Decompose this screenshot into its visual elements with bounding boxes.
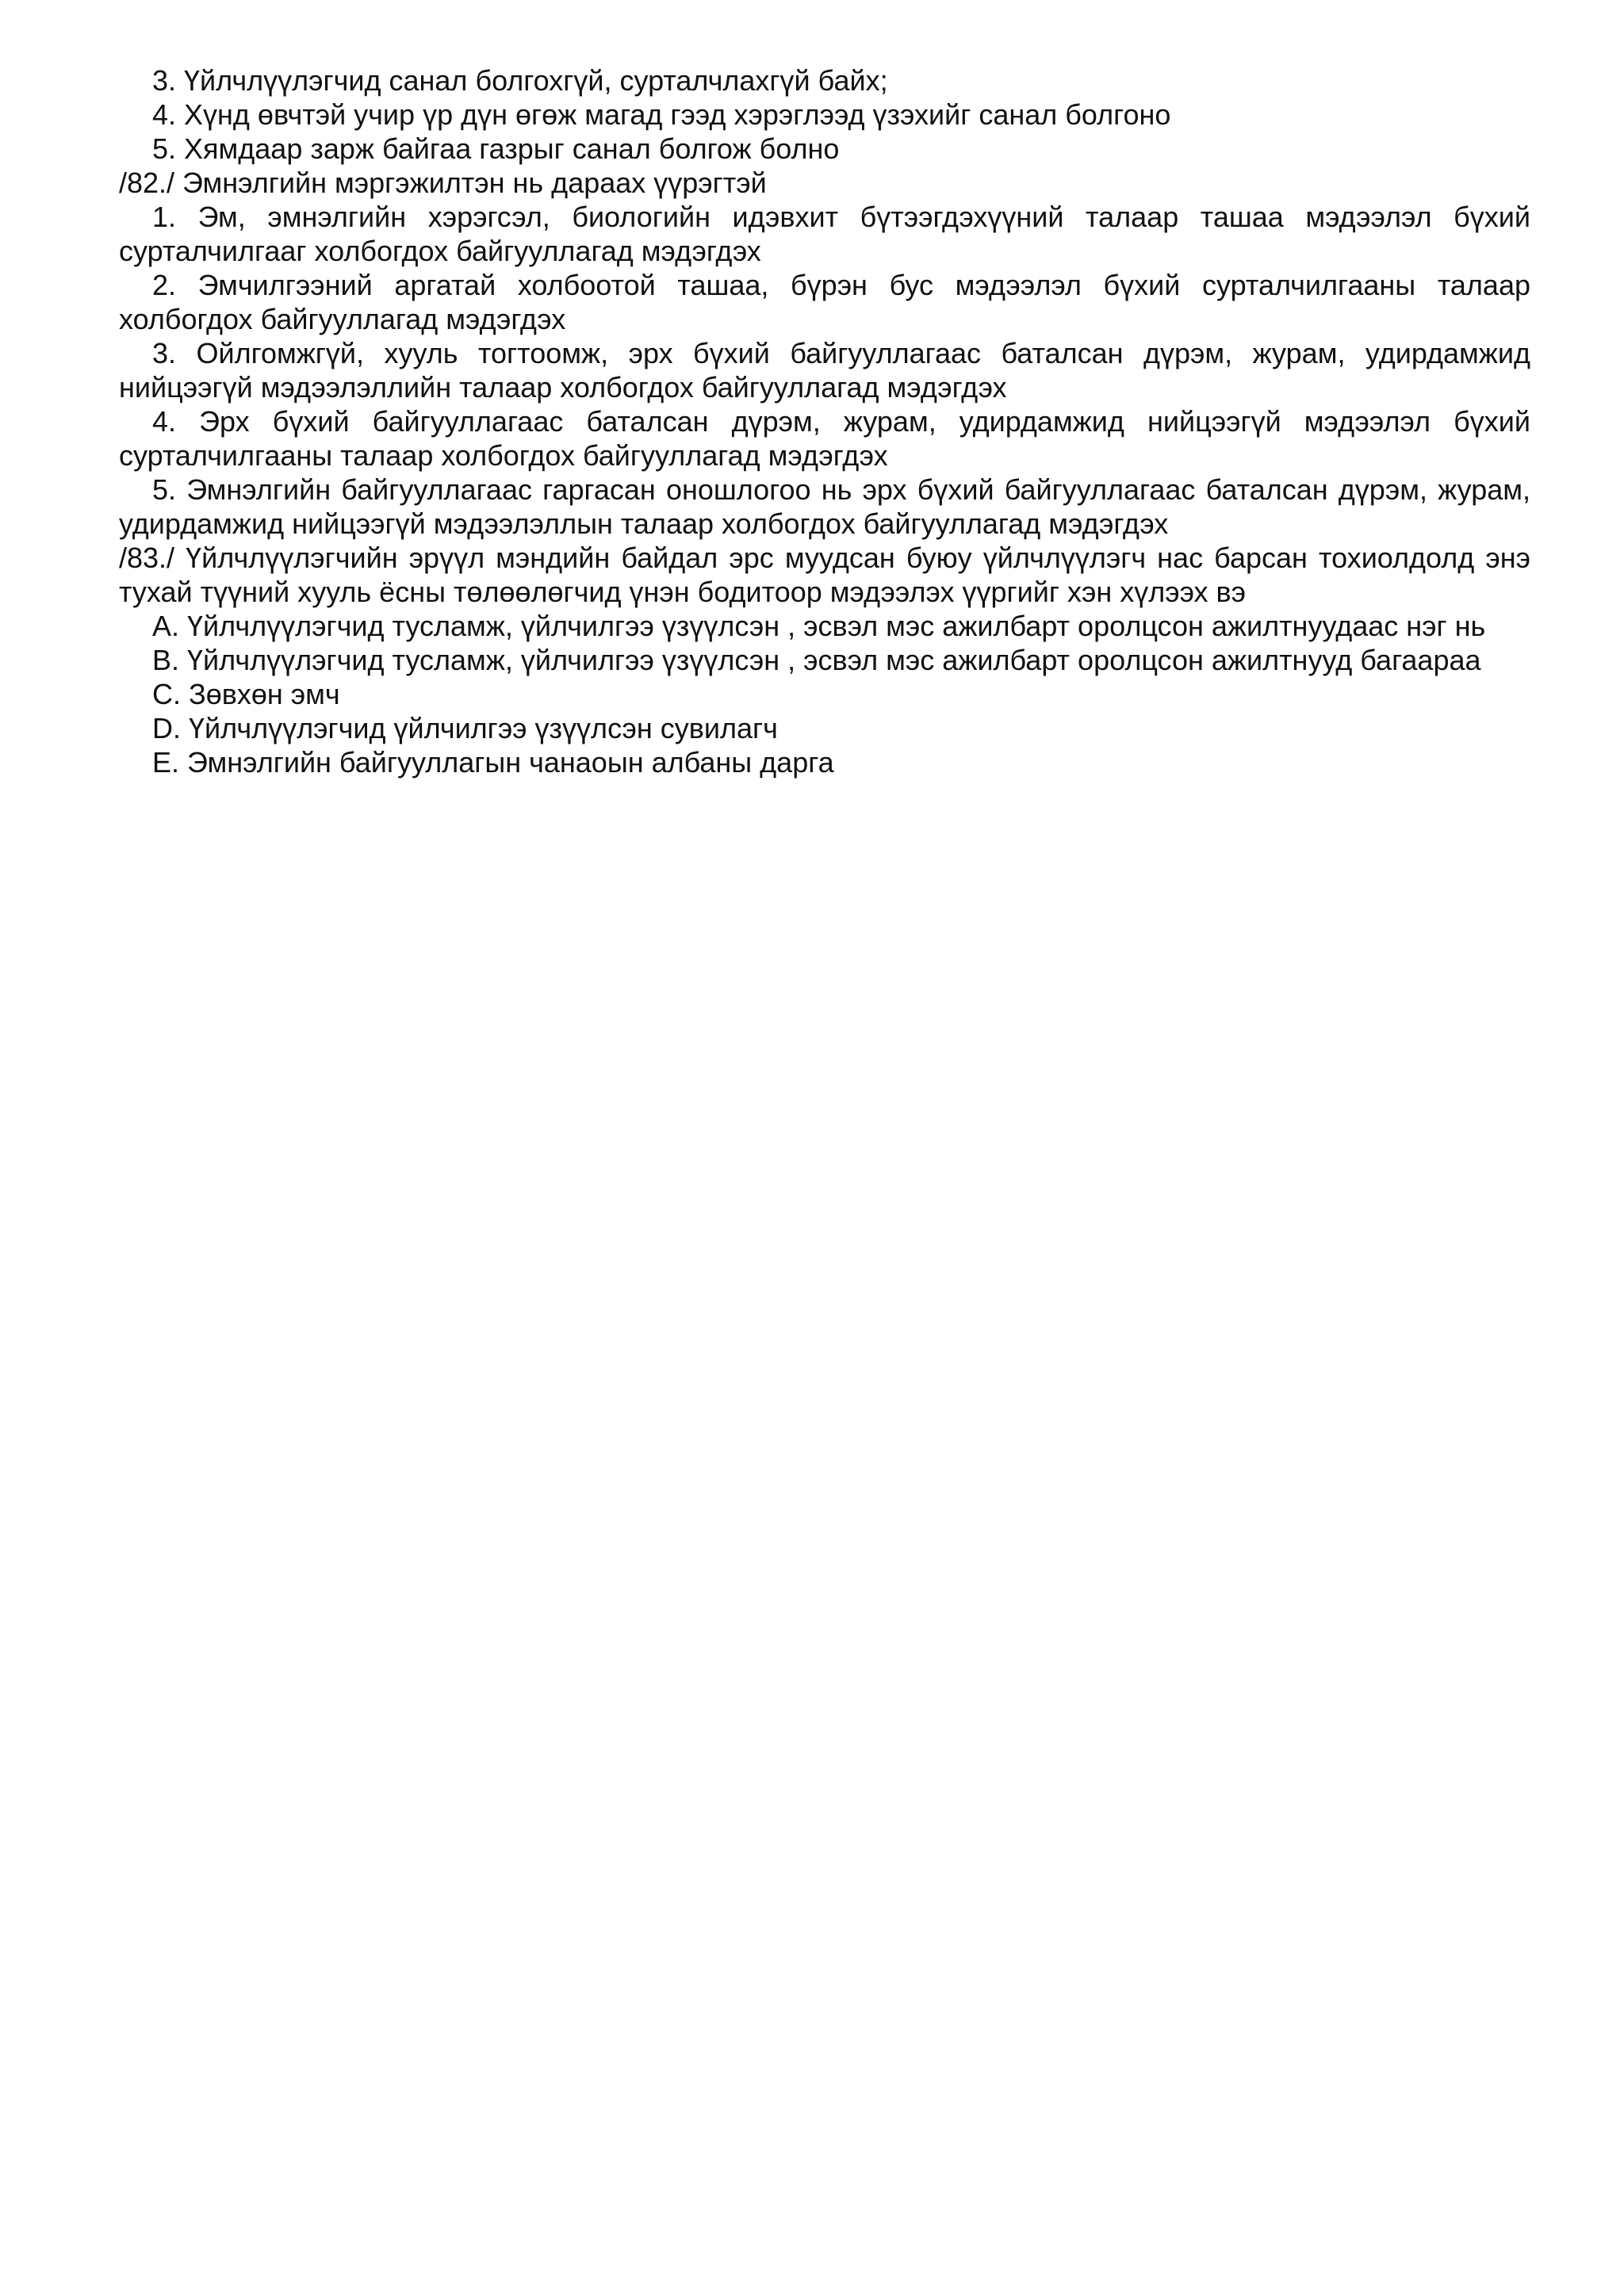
answer-option: 4. Хүнд өвчтэй учир үр дүн өгөж магад гээд хэрэглээд үзэхийг санал болгоно: [152, 98, 1171, 131]
answer-option: 5. Эмнэлгийн байгууллагаас гаргасан оношлогоо нь эрх бүхий байгууллагаас баталсан дүрэм, журам, удирдамжид нийцээгүй мэдээлэллын талаар холбогдох байгууллагад мэдэгдэх: [119, 473, 1530, 540]
question-82-title: /82./ Эмнэлгийн мэргэжилтэн нь дараах үүрэгтэй: [119, 166, 767, 199]
answer-option: 1. Эм, эмнэлгийн хэрэгсэл, биологийн идэвхит бүтээгдэхүүний талаар ташаа мэдээлэл бүхий сурталчилгааг холбогдох байгууллагад мэдэгдэх: [119, 201, 1530, 267]
answer-option: 5. Хямдаар зарж байгаа газрыг санал болгож болно: [152, 132, 840, 165]
answer-option: C. Зөвхөн эмч: [152, 678, 340, 710]
answer-option: 3. Ойлгомжгүй, хууль тогтоомж, эрх бүхий байгууллагаас баталсан дүрэм, журам, удирдамжид нийцээгүй мэдээлэллийн талаар холбогдох байгууллагад мэдэгдэх: [119, 337, 1530, 404]
answer-option: B. Үйлчлүүлэгчид тусламж, үйлчилгээ үзүүлсэн , эсвэл мэс ажилбарт оролцсон ажилтнууд багаараа: [152, 644, 1481, 676]
question-83-title: /83./ Үйлчлүүлэгчийн эрүүл мэндийн байдал эрс муудсан буюу үйлчлүүлэгч нас барсан тохиолдолд энэ тухай түүний хууль ёсны төлөөлөгчид үнэн бодитоор мэдээлэх үүргийг хэн хүлээх вэ: [119, 541, 1530, 608]
document-text: [119, 63, 1530, 779]
answer-option: D. Үйлчлүүлэгчид үйлчилгээ үзүүлсэн сувилагч: [152, 712, 778, 744]
answer-option: 4. Эрх бүхий байгууллагаас баталсан дүрэм, журам, удирдамжид нийцээгүй мэдээлэл бүхий сурталчилгааны талаар холбогдох байгууллагад мэдэгдэх: [119, 405, 1530, 472]
answer-option: 3. Үйлчлүүлэгчид санал болгохгүй, сурталчлахгүй байх;: [152, 64, 888, 97]
answer-option: E. Эмнэлгийн байгууллагын чанаоын албаны дарга: [152, 746, 834, 779]
answer-option: A. Үйлчлүүлэгчид тусламж, үйлчилгээ үзүүлсэн , эсвэл мэс ажилбарт оролцсон ажилтнуудаас нэг нь: [152, 610, 1486, 642]
answer-option: 2. Эмчилгээний аргатай холбоотой ташаа, бүрэн бус мэдээлэл бүхий сурталчилгааны талаар холбогдох байгууллагад мэдэгдэх: [119, 269, 1530, 335]
